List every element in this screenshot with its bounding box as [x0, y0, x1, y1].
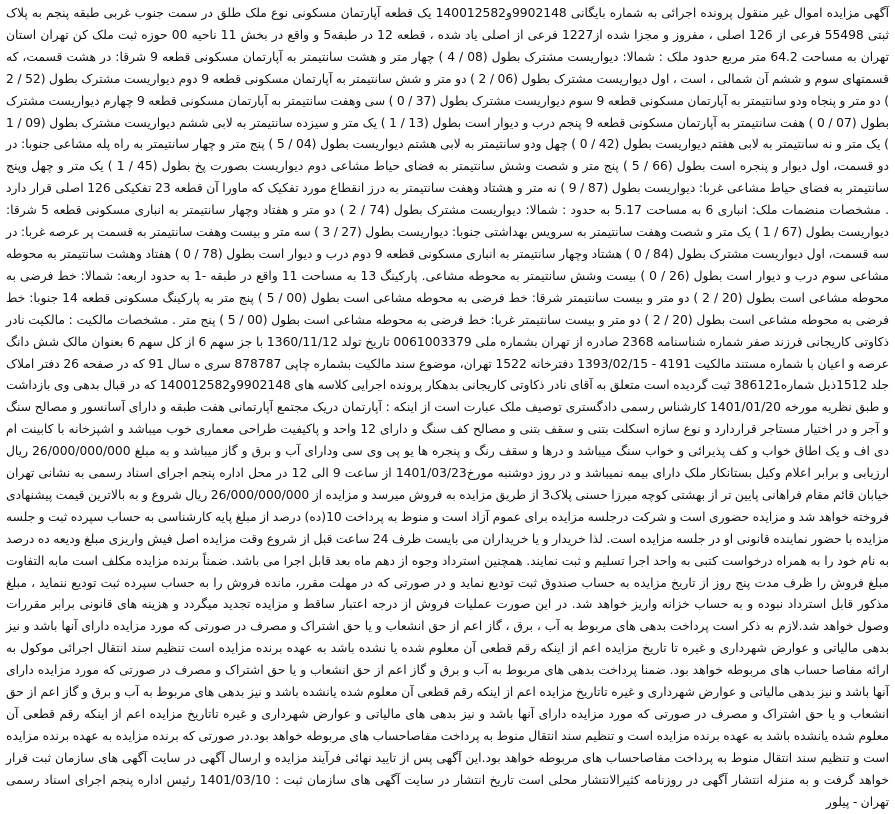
auction-notice-body: آگهی مزایده اموال غیر منقول پرونده اجرائی به شماره بایگانی 9902148و140012582 یک قطعه آپارتمان مسکونی نوع ملک طلق در سمت جنوب غربی طبقه پنجم به پلاک ثبتی 55498 فرعی از 126 اصلی ، مفروز و مجزا شده از1227 فرعی از اصلی یاد شده ، قطعه 12 در طبقه5 و واقع در بخش 11 ناحیه 00 حوزه ثبت ملک کن تهران استان تهران به مساحت 64.2 متر مربع حدود ملک : شمالا: دیواریست مشترک بطول (08 / 4 ) چهار متر و هشت سانتیمتر به آپارتمان مسکونی قطعه 9 شرقا: در هشت قسمت، که قسمتهای سوم و ششم آن شمالی ، است ، اول دیواریست مشترک بطول (06 / 2 ) دو متر و شش سانتیمتر به آپارتمان مسکونی قطعه 9 دوم دیواریست مشترک بطول (52 / 2 ) دو متر و پنجاه ودو سانتیمتر به آپارتمان مسکونی قطعه 9 سوم دیواریست مشترک بطول (37 / 0 ) سی وهفت سانتیمتر به آپارتمان مسکونی قطعه 9 چهارم دیواریست مشترک بطول (07 / 0 ) هفت سانتیمتر به آپارتمان مسکونی قطعه 9 پنجم درب و دیوار است بطول (13 / 1 ) یک متر و سیزده سانتیمتر به لابی ششم دیواریست مشترک بطول (09 / 1 ) یک متر و نه سانتیمتر به لابی هفتم دیواریست بطول (42 / 0 ) چهل ودو سانتیمتر به لابی هشتم دیواریست بطول (04 / 5 ) پنج متر و چهار سانتیمتر به راه پله مشاعی جنوبا: در دو قسمت، اول دیوار و پنجره است بطول (66 / 5 ) پنج متر و شصت وشش سانتیمتر به فضای حیاط مشاعی دوم دیواریست بصورت پخ بطول (45 / 1 ) یک متر و چهل وپنج سانتیمتر به فضای حیاط مشاعی غربا: دیواریست بطول (87 / 9 ) نه متر و هشتاد وهفت سانتیمتر به درز انقطاع مورد تفکیک که ماورا آن قطعه 23 تفکیکی 126 اصلی قرار دارد . مشخصات منضمات ملک: انباری 6 به مساحت 5.17 به حدود : شمالا: دیواریست مشترک بطول (74 / 2 ) دو متر و هفتاد وچهار سانتیمتر به انباری مسکونی قطعه 5 شرقا: دیواریست بطول (67 / 1 ) یک متر و شصت وهفت سانتیمتر به سرویس بهداشتی جنوبا: دیواریست بطول (27 / 3 ) سه متر و بیست وهفت سانتیمتر به قسمت پر عرصه غربا: در سه قسمت، اول دیواریست مشترک بطول (84 / 0 ) هشتاد وچهار سانتیمتر به انباری مسکونی قطعه 9 دوم درب و دیوار است بطول (78 / 0 ) هفتاد وهشت سانتیمتر به محوطه مشاعی سوم درب و دیوار است بطول (26 / 0 ) بیست وشش سانتیمتر به محوطه مشاعی. پارکینگ 13 به مساحت 11 واقع در طبقه -1 به حدود اربعه: شمالا: خط فرضی به محوطه مشاعی است بطول (20 / 2 ) دو متر و بیست سانتیمتر شرقا: خط فرضی به محوطه مشاعی است بطول (00 / 5 ) پنج متر به پارکینگ مسکونی قطعه 14 جنوبا: خط فرضی به محوطه مشاعی است بطول (20 / 2 ) دو متر و بیست سانتیمتر غربا: خط فرضی به محوطه مشاعی است بطول (00 / 5 ) پنج متر . مشخصات مالکیت : مالکیت نادر ذکاوتی کاریجانی فرزند صفر شماره شناسنامه 2368 صادره از تهران بشماره ملی 0061003379 تاریخ تولد 1360/11/12 با جز سهم 6 از کل سهم 6 بعنوان مالک شش دانگ عرصه و اعیان با شماره مستند مالکیت 4191 - 1393/02/15 دفترخانه 1522 تهران، موضوع سند مالکیت بشماره چاپی 878787 سری ه سال 91 که در صفحه 26 دفتر املاک جلد 1512ذیل شماره386121 ثبت گردیده است متعلق به آقای نادر ذکاوتی کاریجانی بدهکار پرونده اجرایی کلاسه های 9902148و140012582 که در قبال بدهی وی بازداشت و طبق نظریه مورخه 1401/01/20 کارشناس رسمی دادگستری توصیف ملک عبارت است از اینکه : آپارتمان دریک مجتمع آپارتمانی هفت طبقه و دارای آسانسور و مصالح سنگ و آجر و در اختیار مستاجر قراردارد و نوع سازه اسکلت بتنی و سقف بتنی و مصالح کف سنگ و دارای 12 واحد و پاکیفیت طراحی معماری خوب میباشد و اشپزخانه با کابینت ام دی اف و یک اطاق خواب و کف پذیرائی و خواب سنگ میباشد و درها و سقف رنگ و پنجره ها یو پی وی سی ودارای آب و برق و گاز میباشد و به مبلغ 26/000/000/000 ریال ارزیابی و برابر اعلام وکیل بستانکار ملک دارای بیمه نمیباشد و در روز دوشنبه مورخ1401/03/23 از ساعت 9 الی 12 در محل اداره پنجم اجرای اسناد رسمی به نشانی تهران خیابان قائم مقام فراهانی پایین تر از بهشتی کوچه میرزا حسنی پلاک3 از طریق مزایده به فروش میرسد و مزایده از 26/000/000/000 ریال شروع و به بالاترین قیمت پیشنهادی فروخته خواهد شد و مزایده حضوری است و شرکت درجلسه مزایده برای عموم آزاد است و منوط به پرداخت 10(ده) درصد از مبلغ پایه کارشناسی به حساب سپرده ثبت و جلسه مزایده با حضور نماینده قانونی او در جلسه مزایده است. لذا خریدار و یا خریداران می بایست ظرف 24 ساعت قبل از شروع وقت مزایده اصل فیش واریزی مبلغ ودیعه ده درصد به نام خود را به همراه درخواست کتبی به واحد اجرا تسلیم و ثبت نمایند. همچنین استرداد وجوه از دهم ماه بعد قابل اجرا می باشد. ضمناً برنده مزایده مکلف است مابه التفاوت مبلغ فروش را ظرف مدت پنج روز از تاریخ مزایده به حساب صندوق ثبت تودیع نماید و در صورتی که در مهلت مقرر، مانده فروش را به حساب سپرده ثبت تودیع ننماید ، مبلغ مذکور قابل استرداد نبوده و به حساب خزانه واریز خواهد شد. در این صورت عملیات فروش از درجه اعتبار ساقط و مزایده تجدید میگردد و هزینه های قانونی برابر مقررات وصول خواهد شد.لازم به ذکر است پرداخت بدهی های مربوط به آب ، برق ، گاز اعم از حق انشعاب و یا حق اشتراک و مصرف در صورتی که مورد مزایده دارای آنها باشد و نیز بدهی مالیاتی و عوارض شهرداری و غیره تا تاریخ مزایده اعم از اینکه رقم قطعی آن معلوم شده یا نشده باشد به عهده برنده مزایده است تنظیم سند انتقال اجرائی موکول به ارائه مفاصا حساب های مربوطه خواهد بود. ضمنا پرداخت بدهی های مربوط به آب و برق و گاز اعم از حق انشعاب و یا حق اشتراک و مصرف در صورتی که مورد مزایده دارای آنها باشد و نیز بدهی مالیاتی و عوارض شهرداری و غیره تاتاریخ مزایده اعم از اینکه رقم قطعی آن معلوم شده یانشده باشد و نیز بدهی های مربوط به آب و برق و گاز اعم از حق انشعاب و یا حق اشتراک و مصرف در صورتی که مورد مزایده دارای آنها باشد و نیز بدهی های مالیاتی و عوارض شهرداری و غیره تاتاریخ مزایده اعم از اینکه رقم قطعی آن معلوم شده یانشده باشد به عهده برنده مزایده است و تنظیم سند انتقال منوط به پرداخت مفاصاحساب های مربوطه خواهد بود.در صورتی که برنده مزایده به عهده برنده مزایده است و تنظیم سند انتقال منوط به پرداخت مفاصاحساب های مربوطه خواهد بود.این آگهی پس از تایید نهائی فرآیند مزایده و ارسال آگهی در سایت آگهی های سازمان ثبت قرار خواهد گرفت و به منزله انتشار آگهی در روزنامه کثیرالانتشار محلی است تاریخ انتشار در سایت آگهی های سازمان ثبت : 1401/03/10 رئیس اداره پنجم اجرای اسناد رسمی تهران - پیلور: [6, 6, 890, 809]
